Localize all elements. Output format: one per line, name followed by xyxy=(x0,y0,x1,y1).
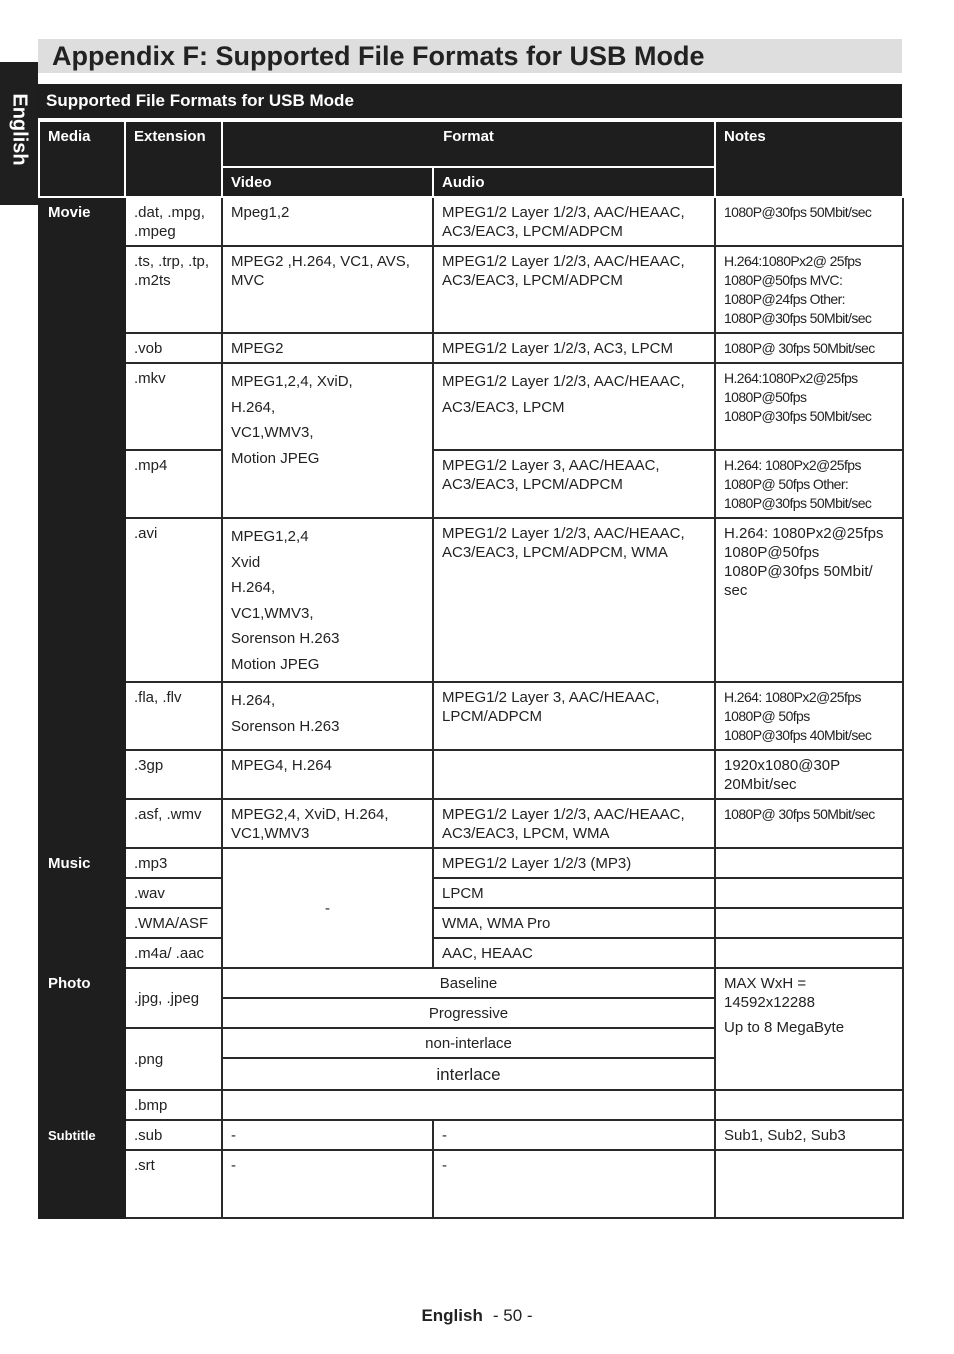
table-row xyxy=(39,363,903,450)
ext-cell: .bmp xyxy=(125,1090,222,1120)
footer-language: English xyxy=(421,1306,483,1325)
format-cell: Progressive xyxy=(222,998,715,1028)
format-cell: Baseline xyxy=(222,968,715,998)
ext-cell: .wav xyxy=(125,878,222,908)
video-cell: MPEG4, H.264 xyxy=(222,750,433,799)
audio-cell: MPEG1/2 Layer 3, AAC/HEAAC, AC3/EAC3, LPCM/ADPCM xyxy=(433,450,715,518)
video-cell: MPEG2 xyxy=(222,333,433,363)
audio-cell: MPEG1/2 Layer 3, AAC/HEAAC, LPCM/ADPCM xyxy=(433,682,715,750)
format-cell: non-interlace xyxy=(222,1028,715,1058)
video-cell: MPEG2,4, XviD, H.264, VC1,WMV3 xyxy=(222,799,433,848)
header-media: Media xyxy=(39,121,125,197)
formats-table xyxy=(38,120,904,1219)
notes-cell xyxy=(715,1090,903,1120)
video-cell: MPEG2 ,H.264, VC1, AVS, MVC xyxy=(222,246,433,333)
header-video: Video xyxy=(222,167,433,197)
ext-cell: .mkv xyxy=(125,363,222,450)
video-cell: - xyxy=(222,1120,433,1150)
language-tab-label: English xyxy=(8,93,31,166)
media-photo: Photo xyxy=(39,968,125,1090)
table-row xyxy=(39,333,903,363)
table-row xyxy=(39,908,903,938)
table-row xyxy=(39,682,903,750)
table-row xyxy=(39,518,903,682)
header-format: Format xyxy=(222,121,715,167)
table-row xyxy=(39,750,903,799)
audio-cell: LPCM xyxy=(433,878,715,908)
table-row xyxy=(39,878,903,908)
notes-cell xyxy=(715,878,903,908)
title-bar xyxy=(38,39,902,73)
notes-cell xyxy=(715,1150,903,1218)
notes-cell: H.264: 1080Px2@25fps 1080P@ 50fps Other: 1080P@30fps 50Mbit/sec xyxy=(715,450,903,518)
notes-cell: 1080P@ 30fps 50Mbit/sec xyxy=(715,333,903,363)
video-cell: MPEG1,2,4, XviD, H.264, VC1,WMV3, Motion JPEG xyxy=(222,363,433,518)
format-cell: interlace xyxy=(222,1058,715,1090)
table-row xyxy=(39,246,903,333)
notes-cell xyxy=(715,848,903,878)
notes-cell: H.264:1080Px2@ 25fps 1080P@50fps MVC: 1080P@24fps Other: 1080P@30fps 50Mbit/sec xyxy=(715,246,903,333)
ext-cell: .3gp xyxy=(125,750,222,799)
audio-cell: MPEG1/2 Layer 1/2/3, AAC/HEAAC, AC3/EAC3, LPCM, WMA xyxy=(433,799,715,848)
table-row xyxy=(39,450,903,518)
section-title: Supported File Formats for USB Mode xyxy=(46,91,354,110)
audio-cell: - xyxy=(433,1120,715,1150)
media-movie: Movie xyxy=(39,197,125,848)
table-row xyxy=(39,799,903,848)
ext-cell: .sub xyxy=(125,1120,222,1150)
page-footer xyxy=(0,1306,954,1326)
audio-cell: MPEG1/2 Layer 1/2/3, AAC/HEAAC, AC3/EAC3, LPCM xyxy=(433,363,715,450)
notes-cell: Sub1, Sub2, Sub3 xyxy=(715,1120,903,1150)
ext-cell: .mp4 xyxy=(125,450,222,518)
header-audio: Audio xyxy=(433,167,715,197)
notes-cell: 1080P@30fps 50Mbit/sec xyxy=(715,197,903,246)
page-number: - 50 - xyxy=(492,1306,533,1325)
media-subtitle: Subtitle xyxy=(39,1120,125,1218)
notes-cell: H.264: 1080Px2@25fps 1080P@50fps 1080P@30fps 50Mbit/ sec xyxy=(715,518,903,682)
table-row xyxy=(39,968,903,998)
ext-cell: .srt xyxy=(125,1150,222,1218)
notes-cell: 1080P@ 30fps 50Mbit/sec xyxy=(715,799,903,848)
notes-cell xyxy=(715,908,903,938)
ext-cell: .jpg, .jpeg xyxy=(125,968,222,1028)
audio-cell xyxy=(433,750,715,799)
video-cell: MPEG1,2,4 Xvid H.264, VC1,WMV3, Sorenson H.263 Motion JPEG xyxy=(222,518,433,682)
table-row xyxy=(39,1150,903,1218)
ext-cell: .dat, .mpg, .mpeg xyxy=(125,197,222,246)
ext-cell: .mp3 xyxy=(125,848,222,878)
ext-cell: .WMA/ASF xyxy=(125,908,222,938)
ext-cell: .fla, .flv xyxy=(125,682,222,750)
header-notes: Notes xyxy=(715,121,903,197)
audio-cell: MPEG1/2 Layer 1/2/3, AAC/HEAAC, AC3/EAC3, LPCM/ADPCM xyxy=(433,246,715,333)
video-cell: - xyxy=(222,848,433,968)
page-title: Appendix F: Supported File Formats for USB Mode xyxy=(52,41,705,71)
audio-cell: MPEG1/2 Layer 1/2/3, AAC/HEAAC, AC3/EAC3, LPCM/ADPCM, WMA xyxy=(433,518,715,682)
header-extension: Extension xyxy=(125,121,222,197)
header-row xyxy=(39,121,903,167)
notes-cell: H.264:1080Px2@25fps 1080P@50fps 1080P@30fps 50Mbit/sec xyxy=(715,363,903,450)
media-bmp-blank xyxy=(39,1090,125,1120)
format-cell xyxy=(222,1090,715,1120)
video-cell: Mpeg1,2 xyxy=(222,197,433,246)
audio-cell: WMA, WMA Pro xyxy=(433,908,715,938)
table-row xyxy=(39,848,903,878)
notes-cell: 1920x1080@30P 20Mbit/sec xyxy=(715,750,903,799)
video-cell: H.264, Sorenson H.263 xyxy=(222,682,433,750)
table-row xyxy=(39,938,903,968)
ext-cell: .png xyxy=(125,1028,222,1090)
notes-cell xyxy=(715,938,903,968)
audio-cell: MPEG1/2 Layer 1/2/3, AC3, LPCM xyxy=(433,333,715,363)
table-row xyxy=(39,197,903,246)
table-row xyxy=(39,1090,903,1120)
media-music: Music xyxy=(39,848,125,968)
ext-cell: .vob xyxy=(125,333,222,363)
audio-cell: - xyxy=(433,1150,715,1218)
notes-cell: H.264: 1080Px2@25fps 1080P@ 50fps 1080P@30fps 40Mbit/sec xyxy=(715,682,903,750)
ext-cell: .avi xyxy=(125,518,222,682)
ext-cell: .asf, .wmv xyxy=(125,799,222,848)
video-cell: - xyxy=(222,1150,433,1218)
section-bar xyxy=(38,84,902,118)
language-tab xyxy=(0,62,38,205)
table-row xyxy=(39,1120,903,1150)
ext-cell: .m4a/ .aac xyxy=(125,938,222,968)
audio-cell: MPEG1/2 Layer 1/2/3, AAC/HEAAC, AC3/EAC3, LPCM/ADPCM xyxy=(433,197,715,246)
notes-cell: MAX WxH = 14592x12288 Up to 8 MegaByte xyxy=(715,968,903,1090)
audio-cell: MPEG1/2 Layer 1/2/3 (MP3) xyxy=(433,848,715,878)
audio-cell: AAC, HEAAC xyxy=(433,938,715,968)
ext-cell: .ts, .trp, .tp, .m2ts xyxy=(125,246,222,333)
